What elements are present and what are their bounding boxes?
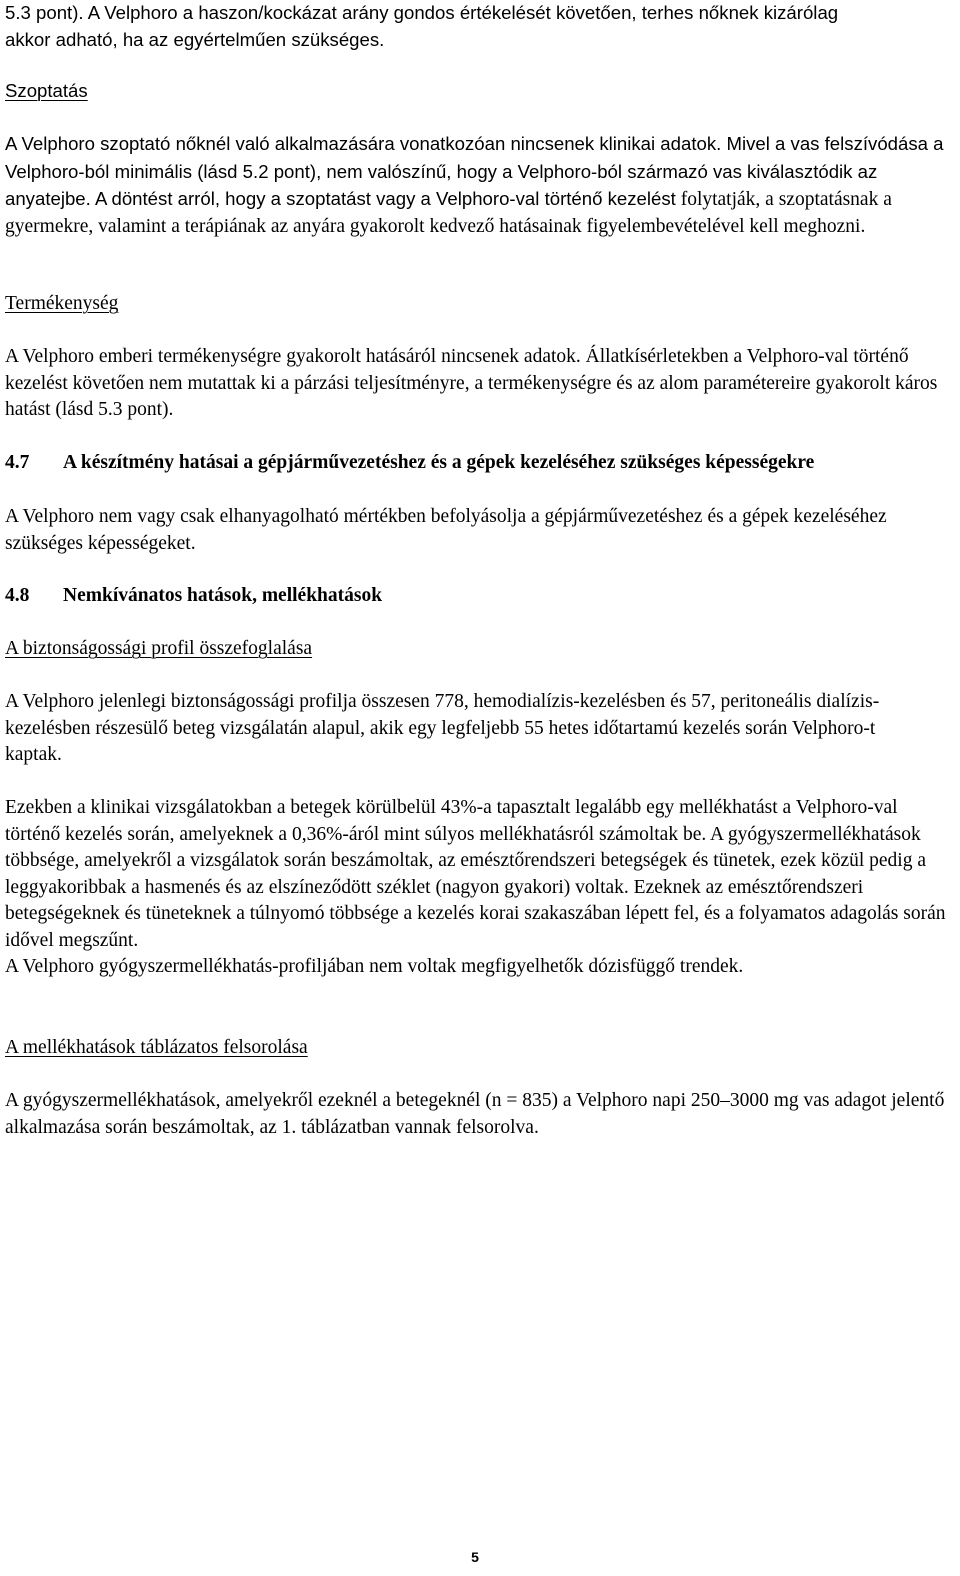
section-4-8-number: 4.8 <box>5 585 30 606</box>
breastfeeding-heading: Szoptatás <box>5 80 88 101</box>
safety-paragraph-1: A Velphoro jelenlegi biztonságossági profilja összesen 778, hemodialízis-kezelésben és 57, peritoneális dialízis-kezelésben részesülő beteg vizsgálatán alapul, akik egy legfeljebb 55 hetes időtartamú kezelés során Velphoro-t kaptak. <box>5 691 880 765</box>
breastfeeding-text-sans: A Velphoro szoptató nőknél való alkalmazására vonatkozóan nincsenek klinikai adatok. Mivel a vas felszívódása a Velphoro-ból minimális (lásd 5.2 pont), nem valószínű, hogy a Velphoro-ból származó vas kiválasztódik az anyatejbe. A döntést arról, hogy a szoptatást vagy a Velphoro-val történő kezelést <box>5 133 944 209</box>
section-4-7-paragraph: A Velphoro nem vagy csak elhanyagolható mértékben befolyásolja a gépjárművezetéshez és a gépek kezeléséhez szükséges képességeket. <box>5 506 887 554</box>
section-4-7-heading <box>5 450 955 477</box>
intro-paragraph <box>5 0 955 53</box>
intro-line-1: 5.3 pont). A Velphoro a haszon/kockázat arány gondos értékelését követően, terhes nőknek kizárólag <box>5 2 839 23</box>
safety-paragraph-2: Ezekben a klinikai vizsgálatokban a betegek körülbelül 43%-a tapasztalt legalább egy mellékhatást a Velphoro-val történő kezelés során, amelyeknek a 0,36%-áról mint súlyos mellékhatásról számoltak be. A gyógyszermellékhatások többsége, amelyekről a vizsgálatok során beszámoltak, az emésztőrendszeri betegségek és tünetek, ezek közül pedig a leggyakoribbak a hasmenés és az elszíneződött széklet (nagyon gyakori) voltak. Ezeknek az emésztőrendszeri betegségeknek és tüneteknek a túlnyomó többsége a kezelés korai szakaszában lépett fel, és a folyamatos adagolás során idővel megszűnt. <box>5 797 946 951</box>
safety-paragraph-group <box>5 795 953 981</box>
safety-paragraph-3: A Velphoro gyógyszermellékhatás-profiljában nem voltak megfigyelhetők dózisfüggő trendek. <box>5 956 744 977</box>
fertility-heading: Termékenység <box>5 293 119 314</box>
intro-line-2: akkor adható, ha az egyértelműen szükséges. <box>5 28 385 50</box>
section-4-7-title: A készítmény hatásai a gépjárművezetéshez és a gépek kezeléséhez szükséges képességekre <box>63 452 815 473</box>
table-intro-paragraph: A gyógyszermellékhatások, amelyekről ezeknél a betegeknél (n = 835) a Velphoro napi 250–3000 mg vas adagot jelentő alkalmazása során beszámoltak, az 1. táblázatban vannak felsorolva. <box>5 1090 945 1138</box>
breastfeeding-paragraph <box>5 131 950 240</box>
safety-profile-heading: A biztonságossági profil összefoglalása <box>5 638 313 659</box>
table-heading: A mellékhatások táblázatos felsorolása <box>5 1037 308 1058</box>
section-4-8-title: Nemkívánatos hatások, mellékhatások <box>63 585 383 606</box>
fertility-paragraph: A Velphoro emberi termékenységre gyakorolt hatásáról nincsenek adatok. Állatkísérletekben a Velphoro-val történő kezelést követően nem mutattak ki a párzási teljesítményre, a termékenységre és az alom paramétereire gyakorolt káros hatást (lásd 5.3 pont). <box>5 346 938 420</box>
section-4-7-number: 4.7 <box>5 452 30 473</box>
breastfeeding-text-serif: folytatják, a szoptatásnak a gyermekre, valamint a terápiának az anyára gyakorolt kedvező hatásainak figyelembevételével kell meghozni. <box>5 189 892 237</box>
page-number: 5 <box>471 1549 479 1565</box>
section-4-8-heading <box>5 583 955 610</box>
